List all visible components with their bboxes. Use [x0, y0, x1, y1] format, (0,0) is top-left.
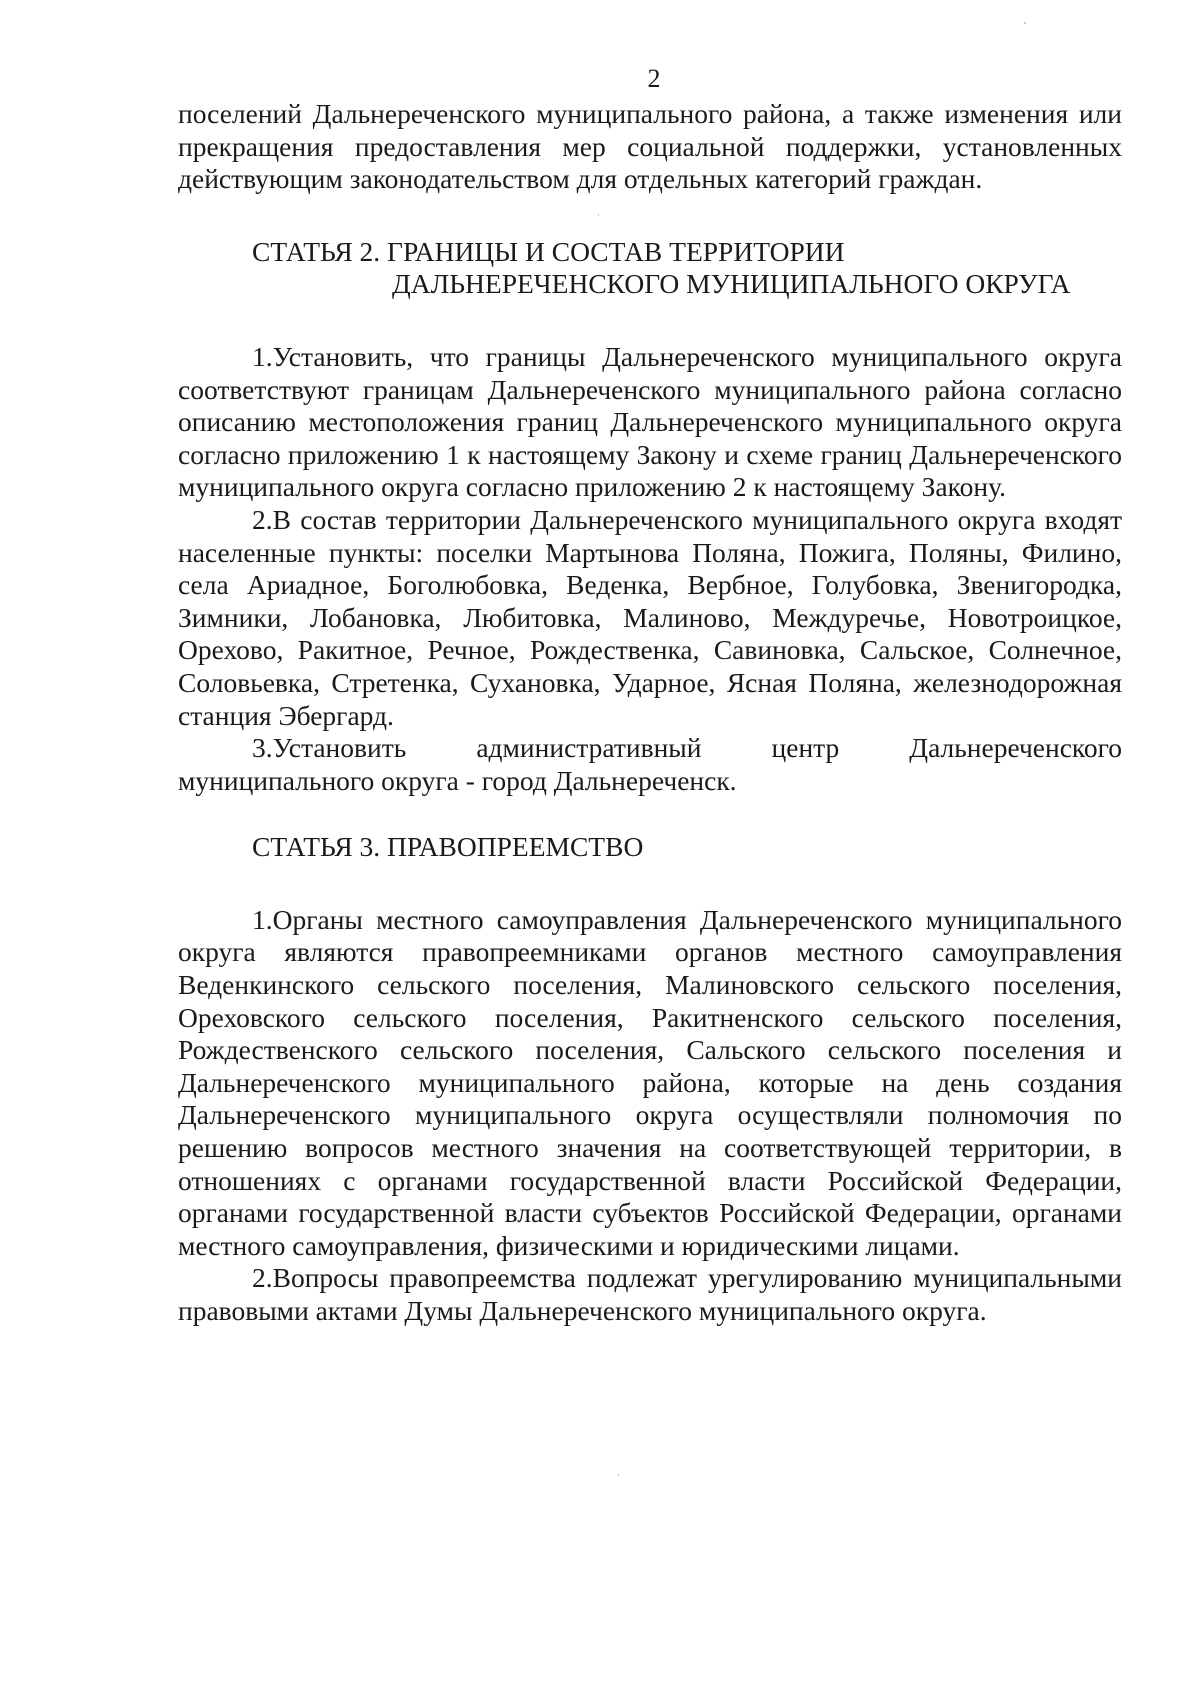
article-2-clause-1: 1.Установить, что границы Дальнереченского муниципального округа соответствуют границам Дальнереченского муниципального района согласно описанию местоположения границ Дальнереченского муниципального округа согласно приложению 1 к настоящему Закону и схеме границ Дальнереченского муниципального округа согласно приложению 2 к настоящему Закону.	[178, 340, 1122, 503]
document-body	[178, 98, 1122, 1328]
article-3-clause-1: 1.Органы местного самоуправления Дальнереченского муниципального округа являются правопреемниками органов местного самоуправления Веденкинского сельского поселения, Малиновского сельского поселения, Ореховского сельского поселения, Ракитненского сельского поселения, Рождественского сельского поселения, Сальского сельского поселения и Дальнереченского муниципального района, которые на день создания Дальнереченского муниципального округа осуществляли полномочия по решению вопросов местного значения на соответствующей территории, в отношениях с органами государственной власти Российской Федерации, органами государственной власти субъектов Российской Федерации, органами местного самоуправления, физическими и юридическими лицами.	[178, 903, 1122, 1261]
page-number: 2	[647, 64, 661, 93]
article-2-heading-line-2: ДАЛЬНЕРЕЧЕНСКОГО МУНИЦИПАЛЬНОГО ОКРУГА	[392, 268, 1071, 300]
article-3-heading: СТАТЬЯ 3. ПРАВОПРЕЕМСТВО	[252, 831, 644, 863]
article-2-heading	[178, 236, 1122, 301]
scan-speck	[1024, 22, 1026, 24]
article-2-clause-2: 2.В состав территории Дальнереченского муниципального округа входят населенные пункты: поселки Мартынова Поляна, Пожига, Поляны, Филино, села Ариадное, Боголюбовка, Веденка, Вербное, Голубовка, Звенигородка, Зимники, Лобановка, Любитовка, Малиново, Междуречье, Новотроицкое, Орехово, Ракитное, Речное, Рождественка, Савиновка, Сальское, Солнечное, Соловьевка, Стретенка, Сухановка, Ударное, Ясная Поляна, железнодорожная станция Эбергард.	[178, 503, 1122, 731]
scan-speck	[618, 1474, 619, 1476]
intro-paragraph: поселений Дальнереченского муниципального района, а также изменения или прекращения предоставления мер социальной поддержки, установленных действующим законодательством для отдельных категорий граждан.	[178, 98, 1122, 195]
article-2-heading-line-1: СТАТЬЯ 2. ГРАНИЦЫ И СОСТАВ ТЕРРИТОРИИ	[252, 235, 845, 267]
article-2-clause-3: 3.Установить административный центр Дальнереченского муниципального округа - город Дальнереченск.	[178, 732, 1122, 796]
article-3-clause-2: 2.Вопросы правопреемства подлежат урегулированию муниципальными правовыми актами Думы Дальнереченского муниципального округа.	[178, 1262, 1122, 1326]
